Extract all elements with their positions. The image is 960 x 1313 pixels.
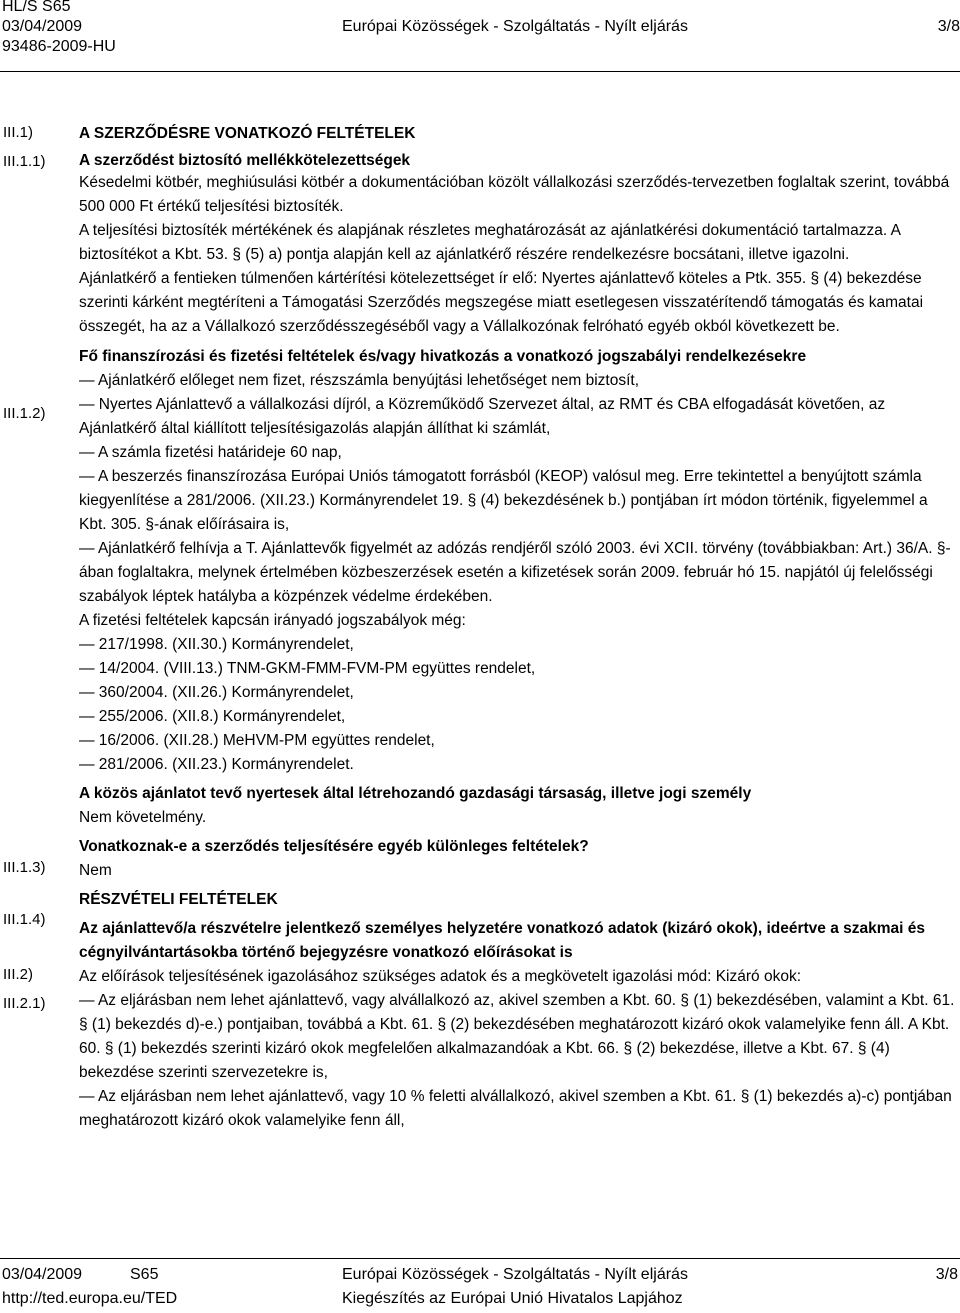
footer-title: Európai Közösségek - Szolgáltatás - Nyílt eljárás <box>342 1266 688 1283</box>
list-item: — Az eljárásban nem lehet ajánlattevő, vagy 10 % feletti alvállalkozó, akivel szemben a Kbt. 61. § (1) bekezdés a)-c) pontjában meghatározott kizáró okok valamelyike fenn áll, <box>79 1088 952 1129</box>
header-series: HL/S S65 <box>2 0 71 15</box>
list-item: — Ajánlatkérő előleget nem fizet, részszámla benyújtási lehetőséget nem biztosít, <box>79 372 640 389</box>
section-label: III.1.1) <box>3 153 46 170</box>
header-title: Európai Közösségek - Szolgáltatás - Nyílt eljárás <box>342 18 688 35</box>
paragraph: Az előírások teljesítésének igazolásához szükséges adatok és a megkövetelt igazolási mód: Kizáró okok: <box>79 968 801 985</box>
list-item: — A beszerzés finanszírozása Európai Uniós támogatott forrásból (KEOP) valósul meg. Erre tekintettel a benyújtott számla kiegyenlítése a 281/2006. (XII.23.) Kormányrendelet 19. § (4) bekezdésének b.) pontjában írt módon történik, figyelemmel a Kbt. 305. §-ának előírásaira is, <box>79 468 928 533</box>
list-item: — 360/2004. (XII.26.) Kormányrendelet, <box>79 684 354 701</box>
section-label: III.1.3) <box>3 859 46 876</box>
list-item: — 16/2006. (XII.28.) MeHVM-PM együttes rendelet, <box>79 732 435 749</box>
footer-date: 03/04/2009 <box>2 1266 83 1283</box>
subsection-heading: A közös ajánlatot tevő nyertesek által létrehozandó gazdasági társaság, illetve jogi személy <box>79 785 752 802</box>
header-notice-id: 93486-2009-HU <box>2 38 116 55</box>
paragraph: Ajánlatkérő a fentieken túlmenően kártérítési kötelezettséget ír elő: Nyertes ajánlattevő köteles a Ptk. 355. § (4) bekezdése szerinti kárként megtéríteni a Támogatási Szerződés megszegése miatt esetlegesen visszatérítendő támogatás és kamatai összegét, ha az a Vállalkozó szerződésszegéséből vagy a Vállalkozónak felróható egyéb okból következett be. <box>79 270 924 335</box>
paragraph: A fizetési feltételek kapcsán irányadó jogszabályok még: <box>79 612 466 629</box>
subsection-heading: Vonatkoznak-e a szerződés teljesítésére egyéb különleges feltételek? <box>79 838 589 855</box>
section-label: III.2.1) <box>3 995 46 1012</box>
footer-series: S65 <box>130 1266 159 1283</box>
list-item: — 281/2006. (XII.23.) Kormányrendelet. <box>79 756 354 773</box>
page-header <box>2 0 960 57</box>
list-item: — 217/1998. (XII.30.) Kormányrendelet, <box>79 636 354 653</box>
subsection-heading: Fő finanszírozási és fizetési feltételek és/vagy hivatkozás a vonatkozó jogszabályi rendelkezésekre <box>79 348 807 365</box>
section-heading: A SZERZŐDÉSRE VONATKOZÓ FELTÉTELEK <box>79 125 416 142</box>
footer-rule <box>0 1258 960 1259</box>
list-item: — Ajánlatkérő felhívja a T. Ajánlattevők figyelmét az adózás rendjéről szóló 2003. évi XCII. törvény (továbbiakban: Art.) 36/A. §-ában foglaltakra, melynek értelmében közbeszerzések esetén a kifizetések során 2009. február hó 15. napjától új felelősségi szabályok léptek hatályba a közpénzek védelme érdekében. <box>79 540 951 605</box>
paragraph: A teljesítési biztosíték mértékének és alapjának részletes meghatározását az ajánlatkérési dokumentáció tartalmazza. A biztosítékot a Kbt. 53. § (5) a) pontja alapján kell az ajánlatkérő részére rendelkezésre bocsátani, illetve igazolni. <box>79 222 901 263</box>
section-label: III.1.4) <box>3 911 46 928</box>
header-rule <box>0 71 960 72</box>
page-footer <box>2 1265 960 1313</box>
paragraph: Nem <box>79 862 112 879</box>
section-heading: RÉSZVÉTELI FELTÉTELEK <box>79 891 278 908</box>
subsection-heading: Az ajánlattevő/a részvételre jelentkező személyes helyzetére vonatkozó adatok (kizáró okok), ideértve a szakmai és cégnyilvántartásokba történő bejegyzésre vonatkozó előírásokat is <box>79 920 925 961</box>
section-label: III.2) <box>3 966 34 983</box>
footer-page: 3/8 <box>935 1266 958 1283</box>
section-label: III.1) <box>3 124 34 141</box>
list-item: — 14/2004. (VIII.13.) TNM-GKM-FMM-FVM-PM együttes rendelet, <box>79 660 536 677</box>
footer-url[interactable]: http://ted.europa.eu/TED <box>2 1290 178 1307</box>
subsection-heading: A szerződést biztosító mellékkötelezettségek <box>79 152 411 169</box>
list-item: — A számla fizetési határideje 60 nap, <box>79 444 342 461</box>
list-item: — Nyertes Ajánlattevő a vállalkozási díjról, a Közreműködő Szervezet által, az RMT és CBA elfogadását követően, az Ajánlatkérő által kiállított teljesítésigazolás alapján állíthat ki számlát, <box>79 396 886 437</box>
header-page: 3/8 <box>937 18 960 35</box>
list-item: — Az eljárásban nem lehet ajánlattevő, vagy alvállalkozó az, akivel szemben a Kbt. 60. § (1) bekezdésében, valamint a Kbt. 61. § (1) bekezdés d)-e.) pontjaiban, továbbá a Kbt. 61. § (2) bekezdésében meghatározott kizáró okok valamelyike fenn áll. A Kbt. 60. § (1) bekezdés szerinti kizáró okok megfelelően alkalmazandóak a Kbt. 66. § (2) bekezdése, illetve a Kbt. 67. § (4) bekezdése szerinti szervezetekre is, <box>79 992 955 1081</box>
list-item: — 255/2006. (XII.8.) Kormányrendelet, <box>79 708 346 725</box>
footer-supplement: Kiegészítés az Európai Unió Hivatalos Lapjához <box>342 1290 683 1307</box>
section-label: III.1.2) <box>3 405 46 422</box>
notice-body <box>79 122 957 1133</box>
header-date: 03/04/2009 <box>2 18 83 35</box>
paragraph: Késedelmi kötbér, meghiúsulási kötbér a dokumentációban közölt vállalkozási szerződés-tervezetben foglaltak szerint, továbbá 500 000 Ft értékű teljesítési biztosíték. <box>79 174 950 215</box>
paragraph: Nem követelmény. <box>79 809 207 826</box>
